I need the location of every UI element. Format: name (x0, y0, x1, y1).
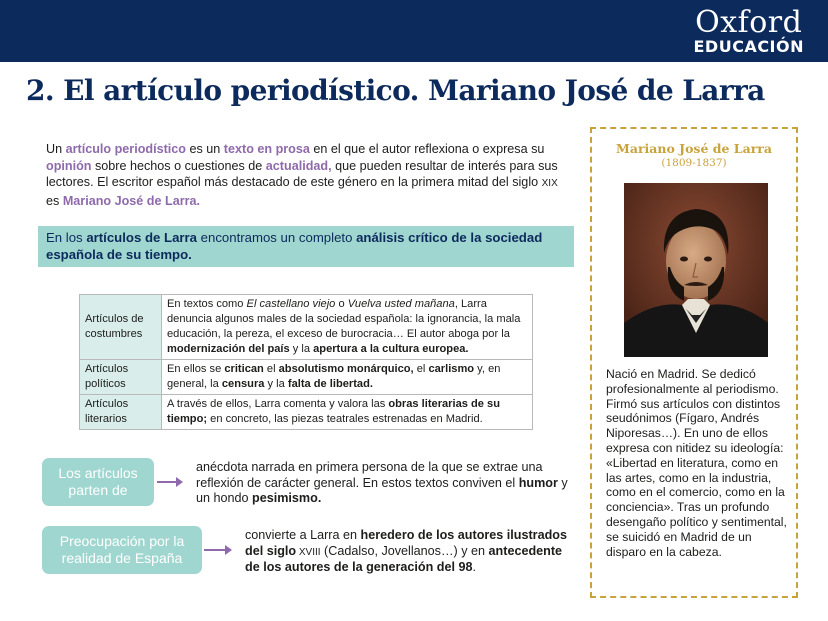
biography-panel (590, 127, 798, 598)
intro-text: Un (46, 142, 66, 156)
arrow-right-icon (157, 481, 181, 483)
cell-text: el (413, 363, 429, 375)
larra-portrait-image (624, 183, 768, 357)
key-idea-box (38, 226, 574, 267)
cause-text: . (472, 560, 476, 574)
cause-bold: antecedente de los autores de la generación del 98 (245, 543, 563, 574)
cell-bold: critican (224, 363, 264, 375)
cause-text-origin (196, 460, 576, 507)
page-title: 2. El artículo periodístico. Mariano José de Larra (26, 74, 765, 107)
intro-highlight: texto en prosa (223, 142, 310, 156)
callout-text: encontramos un completo (197, 230, 357, 245)
cell-bold: carlismo (428, 363, 475, 375)
table-description (162, 360, 533, 395)
bio-name: Mariano José de Larra (616, 141, 772, 156)
cause-century: XVIII (296, 546, 321, 558)
logo-wordmark: Oxford (695, 5, 803, 40)
cause-text: (Cadalso, Jovellanos…) y en (320, 543, 489, 558)
intro-text: es (46, 193, 63, 208)
intro-text: sobre hechos o cuestiones de (91, 158, 266, 173)
cause-label-origin: Los artículos parten de (42, 458, 154, 506)
table-row (80, 395, 533, 430)
logo-subtitle: EDUCACIÓN (693, 37, 804, 56)
cause-text: y un hondo (196, 475, 568, 505)
intro-text: que pueden resultar de interés para sus lectores. El escritor español más destacado de este género en la primera mitad del siglo (46, 158, 558, 189)
cause-text-spain (245, 528, 575, 576)
cell-text: En ellos se (167, 363, 225, 375)
intro-text: en el que el autor reflexiona o expresa su (309, 142, 545, 156)
cell-bold: absolutismo monárquico, (278, 363, 414, 375)
cell-text: y la (289, 343, 314, 355)
cell-text: A través de ellos, Larra comenta y valora las (167, 398, 389, 410)
bio-text: Nació en Madrid. Se dedicó profesionalmente al periodismo. Firmó sus artículos con distintos seudónimos (Fígaro, Andrés Niporesas…). En uno de ellos expresa con nitidez su ideología: «Libertad en literatura, como en las artes, como en la industria, como en el comercio, como en la conciencia». Tras un profundo desengaño político y sentimental, se suicidó en Madrid de un disparo en la cabeza. (606, 367, 787, 559)
table-row (80, 295, 533, 360)
cause-bold: heredero de los autores ilustrados del siglo (245, 528, 567, 558)
cell-text: , Larra denuncia algunos males de la sociedad española: la ignorancia, la mala educación, la pereza, el exceso de burocracia… El autor aboga por la (167, 298, 521, 340)
cell-text: en concreto, las piezas teatrales estrenadas en Madrid. (207, 413, 483, 425)
intro-highlight: Mariano José de Larra. (62, 193, 200, 208)
callout-bold: análisis crítico de la sociedad española de su tiempo. (46, 230, 543, 262)
table-description (162, 295, 533, 360)
oxford-logo (693, 5, 804, 56)
table-row (80, 360, 533, 395)
cause-bold: humor (518, 475, 558, 490)
cell-italic: Vuelva usted mañana (347, 298, 455, 310)
intro-paragraph (46, 141, 574, 209)
cell-text: o (335, 298, 348, 310)
cell-text: En textos como (167, 298, 247, 310)
cell-text: el (263, 363, 279, 375)
cause-label-spain: Preocupación por la realidad de España (42, 526, 202, 574)
cell-text: y, en general, la (167, 363, 501, 390)
intro-text: es un (185, 142, 224, 156)
table-category: Artículos de costumbres (80, 295, 162, 360)
cell-bold: censura (221, 378, 265, 390)
header-bar (0, 0, 828, 62)
cause-bold: pesimismo. (252, 491, 322, 505)
table-category: Artículos políticos (80, 360, 162, 395)
callout-bold: artículos de Larra (86, 230, 197, 245)
callout-text: En los (46, 230, 87, 245)
cell-bold: falta de libertad. (287, 378, 373, 390)
cause-text: anécdota narrada en primera persona de la que se extrae una reflexión de carácter general. En estos textos conviven el (196, 460, 543, 490)
intro-century: XIX (541, 178, 558, 189)
table-description (162, 395, 533, 430)
intro-highlight: opinión (46, 158, 92, 173)
table-category: Artículos literarios (80, 395, 162, 430)
bio-dates: (1809-1837) (661, 157, 727, 169)
intro-highlight: actualidad, (265, 158, 332, 173)
article-types-table (79, 294, 533, 430)
arrow-right-icon (204, 549, 230, 551)
cell-text: y la (264, 378, 288, 390)
cell-bold: modernización del país (167, 343, 290, 355)
intro-highlight: artículo periodístico (65, 142, 186, 156)
cell-bold: obras literarias de su tiempo; (167, 398, 500, 425)
cell-italic: El castellano viejo (246, 298, 336, 310)
cause-text: convierte a Larra en (245, 528, 361, 542)
cell-bold: apertura a la cultura europea. (313, 343, 469, 355)
